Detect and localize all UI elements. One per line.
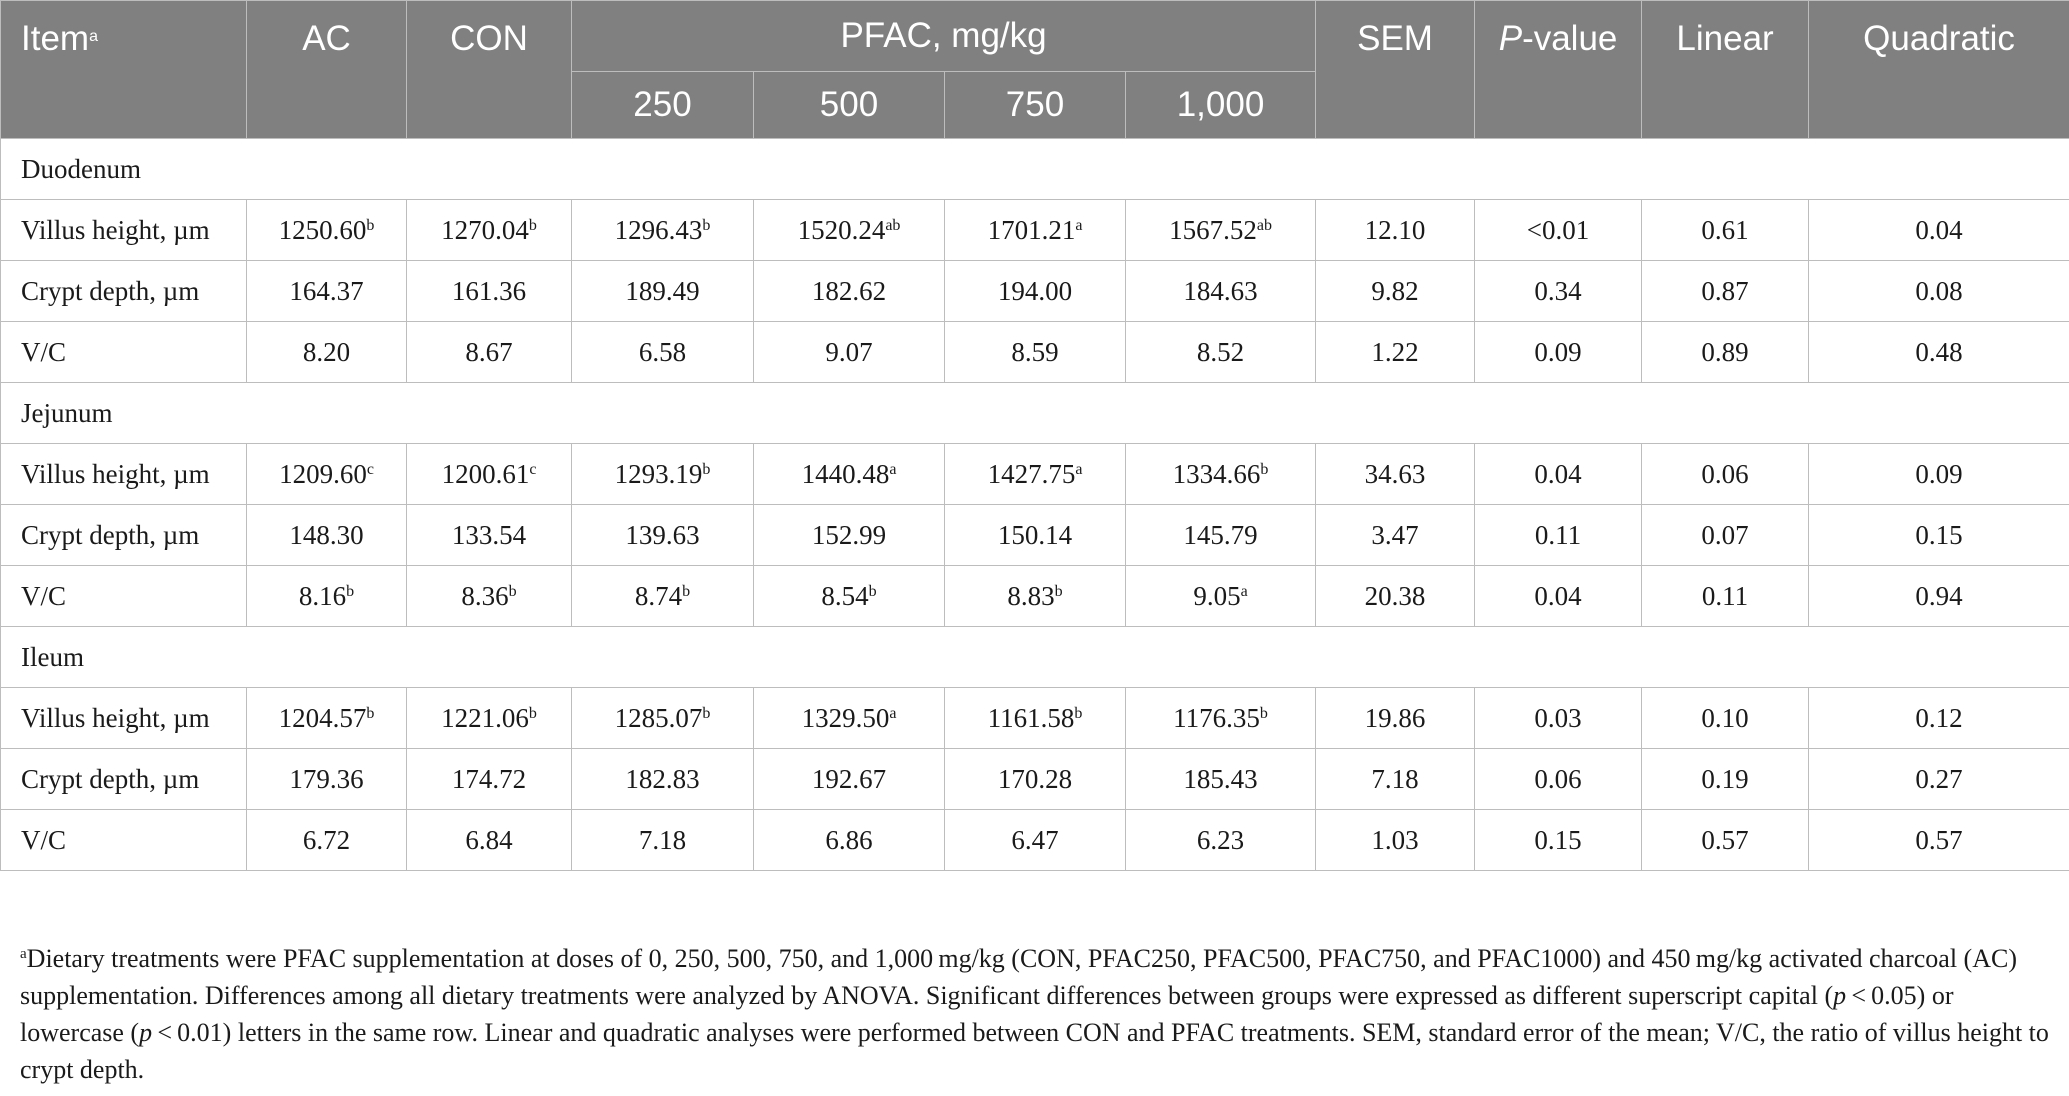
value-cell [945, 688, 1126, 749]
cell-value: 194.00 [997, 275, 1073, 306]
cell-value: 182.83 [625, 763, 700, 794]
sem-cell: 20.38 [1316, 566, 1475, 627]
cell-value: 8.16 [298, 580, 347, 611]
quadratic-cell: 0.04 [1809, 200, 2069, 261]
value-cell [572, 688, 754, 749]
cell-value: 170.28 [997, 763, 1073, 794]
value-cell [247, 200, 407, 261]
sem-cell: 1.22 [1316, 322, 1475, 383]
section-label: Duodenum [1, 139, 2069, 200]
significance-letter: b [366, 216, 375, 234]
cell-value: 6.86 [825, 824, 873, 855]
cell-value: 1250.60 [278, 214, 367, 245]
table-row [1, 444, 2069, 505]
cell-value: 1520.24 [797, 214, 886, 245]
value-cell [945, 444, 1126, 505]
p-cell: 0.04 [1475, 444, 1642, 505]
table-row [1, 566, 2069, 627]
header-sem: SEM [1316, 1, 1475, 139]
sem-cell: 34.63 [1316, 444, 1475, 505]
sem-cell: 1.03 [1316, 810, 1475, 871]
value-cell [1126, 444, 1316, 505]
row-label: Crypt depth, µm [1, 261, 247, 322]
linear-cell: 0.10 [1642, 688, 1809, 749]
cell-value: 133.54 [451, 519, 527, 550]
cell-value: 1334.66 [1172, 458, 1261, 489]
value-cell [247, 505, 407, 566]
table-footnote: $^a$Dietary treatments were PFAC supplementation at doses of 0, 250, 500, 750, and 1,000 mg/kg (CON, PFAC250, PFAC500, PFAC750, and PFAC1000) and 450 mg/kg activated charcoal (AC) supplementation. Differences among all dietary treatments were analyzed by ANOVA. Significant differences between groups were expressed as different superscript capital (p < 0.05) or lowercase (p < 0.01) letters in the same row. Linear and quadratic analyses were performed between CON and PFAC treatments. SEM, standard error of the mean; V/C, the ratio of villus height to crypt depth. [20, 944, 2049, 1084]
value-cell [572, 566, 754, 627]
significance-letter: b [528, 216, 537, 234]
significance-letter: b [702, 460, 711, 478]
section-row [1, 139, 2069, 200]
significance-letter: b [1074, 704, 1083, 722]
sem-cell: 9.82 [1316, 261, 1475, 322]
value-cell [754, 688, 945, 749]
linear-cell: 0.06 [1642, 444, 1809, 505]
cell-value: 1296.43 [614, 214, 703, 245]
cell-value: 1270.04 [441, 214, 529, 245]
value-cell [572, 200, 754, 261]
p-cell: 0.15 [1475, 810, 1642, 871]
quadratic-cell: 0.27 [1809, 749, 2069, 810]
significance-letter: b [346, 582, 355, 600]
p-cell: <0.01 [1475, 200, 1642, 261]
sem-cell: 7.18 [1316, 749, 1475, 810]
row-label: Crypt depth, µm [1, 505, 247, 566]
p-cell: 0.11 [1475, 505, 1642, 566]
cell-value: 8.67 [465, 336, 513, 367]
cell-value: 6.23 [1196, 824, 1245, 855]
cell-value: 1329.50 [801, 702, 890, 733]
cell-value: 8.83 [1007, 580, 1055, 611]
value-cell [1126, 566, 1316, 627]
value-cell [754, 444, 945, 505]
significance-letter: a [1075, 216, 1083, 234]
significance-letter: a [889, 704, 897, 722]
linear-cell: 0.87 [1642, 261, 1809, 322]
significance-letter: ab [1256, 216, 1272, 234]
value-cell [572, 261, 754, 322]
value-cell [247, 749, 407, 810]
cell-value: 8.20 [302, 336, 351, 367]
value-cell [247, 261, 407, 322]
header-linear: Linear [1642, 1, 1809, 139]
cell-value: 179.36 [289, 763, 364, 794]
table-row [1, 322, 2069, 383]
value-cell [945, 261, 1126, 322]
significance-letter: b [702, 704, 711, 722]
cell-value: 1427.75 [987, 458, 1076, 489]
value-cell [945, 505, 1126, 566]
table-row [1, 261, 2069, 322]
cell-value: 6.58 [638, 336, 687, 367]
cell-value: 139.63 [625, 519, 700, 550]
value-cell [572, 322, 754, 383]
significance-letter: ab [885, 216, 901, 234]
value-cell [407, 688, 572, 749]
value-cell [754, 505, 945, 566]
cell-value: 6.47 [1011, 824, 1059, 855]
significance-letter: b [1260, 460, 1269, 478]
table-body [1, 139, 2069, 871]
cell-value: 7.18 [638, 824, 687, 855]
linear-cell: 0.11 [1642, 566, 1809, 627]
cell-value: 150.14 [997, 519, 1073, 550]
value-cell [407, 322, 572, 383]
value-cell [945, 566, 1126, 627]
value-cell [247, 444, 407, 505]
cell-value: 1209.60 [279, 458, 367, 489]
significance-letter: b [366, 704, 375, 722]
value-cell [754, 810, 945, 871]
value-cell [247, 566, 407, 627]
table-row [1, 749, 2069, 810]
cell-value: 192.67 [811, 763, 887, 794]
cell-value: 189.49 [625, 275, 700, 306]
cell-value: 1440.48 [801, 458, 890, 489]
value-cell [247, 688, 407, 749]
p-cell: 0.04 [1475, 566, 1642, 627]
significance-letter: b [702, 216, 711, 234]
value-cell [754, 566, 945, 627]
significance-letter: b [508, 582, 517, 600]
cell-value: 1200.61 [441, 458, 530, 489]
row-label: V/C [1, 810, 247, 871]
cell-value: 1176.35 [1173, 702, 1260, 733]
cell-value: 8.59 [1011, 336, 1059, 367]
value-cell [1126, 322, 1316, 383]
sem-cell: 3.47 [1316, 505, 1475, 566]
value-cell [247, 810, 407, 871]
value-cell [407, 261, 572, 322]
linear-cell: 0.07 [1642, 505, 1809, 566]
value-cell [1126, 688, 1316, 749]
cell-value: 161.36 [451, 275, 527, 306]
value-cell [407, 505, 572, 566]
cell-value: 145.79 [1183, 519, 1258, 550]
cell-value: 8.36 [461, 580, 509, 611]
value-cell [1126, 200, 1316, 261]
value-cell [945, 749, 1126, 810]
cell-value: 1701.21 [987, 214, 1076, 245]
value-cell [407, 566, 572, 627]
header-dose-500: 500 [754, 72, 945, 139]
cell-value: 148.30 [289, 519, 364, 550]
cell-value: 1204.57 [278, 702, 367, 733]
significance-letter: b [1259, 704, 1268, 722]
cell-value: 1293.19 [614, 458, 703, 489]
row-label: V/C [1, 566, 247, 627]
p-cell: 0.03 [1475, 688, 1642, 749]
section-label: Ileum [1, 627, 2069, 688]
section-label: Jejunum [1, 383, 2069, 444]
value-cell [247, 322, 407, 383]
cell-value: 8.74 [634, 580, 683, 611]
p-cell: 0.09 [1475, 322, 1642, 383]
header-item: Item$^a$ [1, 1, 247, 139]
section-row [1, 627, 2069, 688]
cell-value: 1221.06 [441, 702, 529, 733]
linear-cell: 0.61 [1642, 200, 1809, 261]
value-cell [407, 200, 572, 261]
row-label: V/C [1, 322, 247, 383]
value-cell [945, 200, 1126, 261]
value-cell [754, 261, 945, 322]
row-label: Villus height, µm [1, 200, 247, 261]
table-row [1, 810, 2069, 871]
quadratic-cell: 0.94 [1809, 566, 2069, 627]
header-dose-250: 250 [572, 72, 754, 139]
significance-letter: b [1054, 582, 1063, 600]
value-cell [572, 505, 754, 566]
header-dose-750: 750 [945, 72, 1126, 139]
table-row [1, 200, 2069, 261]
quadratic-cell: 0.48 [1809, 322, 2069, 383]
cell-value: 1161.58 [987, 702, 1075, 733]
cell-value: 8.52 [1196, 336, 1245, 367]
sem-cell: 12.10 [1316, 200, 1475, 261]
value-cell [754, 200, 945, 261]
value-cell [572, 749, 754, 810]
value-cell [1126, 810, 1316, 871]
linear-cell: 0.89 [1642, 322, 1809, 383]
header-p-value: P-value [1475, 1, 1642, 139]
cell-value: 6.72 [302, 824, 351, 855]
cell-value: 182.62 [811, 275, 887, 306]
header-dose-1000: 1,000 [1126, 72, 1316, 139]
cell-value: 184.63 [1183, 275, 1258, 306]
header-con: CON [407, 1, 572, 139]
significance-letter: b [528, 704, 537, 722]
significance-letter: b [868, 582, 877, 600]
header-ac: AC [247, 1, 407, 139]
value-cell [407, 444, 572, 505]
cell-value: 185.43 [1183, 763, 1258, 794]
quadratic-cell: 0.12 [1809, 688, 2069, 749]
value-cell [945, 322, 1126, 383]
cell-value: 1567.52 [1169, 214, 1257, 245]
p-cell: 0.06 [1475, 749, 1642, 810]
value-cell [754, 322, 945, 383]
cell-value: 164.37 [289, 275, 364, 306]
value-cell [1126, 261, 1316, 322]
quadratic-cell: 0.09 [1809, 444, 2069, 505]
cell-value: 9.05 [1193, 580, 1241, 611]
quadratic-cell: 0.08 [1809, 261, 2069, 322]
section-row [1, 383, 2069, 444]
significance-letter: b [682, 582, 691, 600]
cell-value: 8.54 [821, 580, 869, 611]
quadratic-cell: 0.57 [1809, 810, 2069, 871]
value-cell [1126, 749, 1316, 810]
value-cell [407, 810, 572, 871]
significance-letter: a [1240, 582, 1248, 600]
value-cell [945, 810, 1126, 871]
value-cell [754, 749, 945, 810]
value-cell [1126, 505, 1316, 566]
linear-cell: 0.57 [1642, 810, 1809, 871]
quadratic-cell: 0.15 [1809, 505, 2069, 566]
cell-value: 6.84 [465, 824, 513, 855]
value-cell [572, 810, 754, 871]
cell-value: 174.72 [451, 763, 527, 794]
significance-letter: a [1075, 460, 1083, 478]
sem-cell: 19.86 [1316, 688, 1475, 749]
header-quadratic: Quadratic [1809, 1, 2069, 139]
row-label: Villus height, µm [1, 444, 247, 505]
significance-letter: c [366, 460, 374, 478]
table-row [1, 505, 2069, 566]
significance-letter: c [529, 460, 537, 478]
cell-value: 1285.07 [614, 702, 703, 733]
value-cell [572, 444, 754, 505]
significance-letter: a [889, 460, 897, 478]
table-row [1, 688, 2069, 749]
cell-value: 9.07 [825, 336, 873, 367]
row-label: Villus height, µm [1, 688, 247, 749]
header-pfac-group: PFAC, mg/kg [572, 1, 1316, 72]
value-cell [407, 749, 572, 810]
linear-cell: 0.19 [1642, 749, 1809, 810]
cell-value: 152.99 [811, 519, 887, 550]
p-cell: 0.34 [1475, 261, 1642, 322]
row-label: Crypt depth, µm [1, 749, 247, 810]
